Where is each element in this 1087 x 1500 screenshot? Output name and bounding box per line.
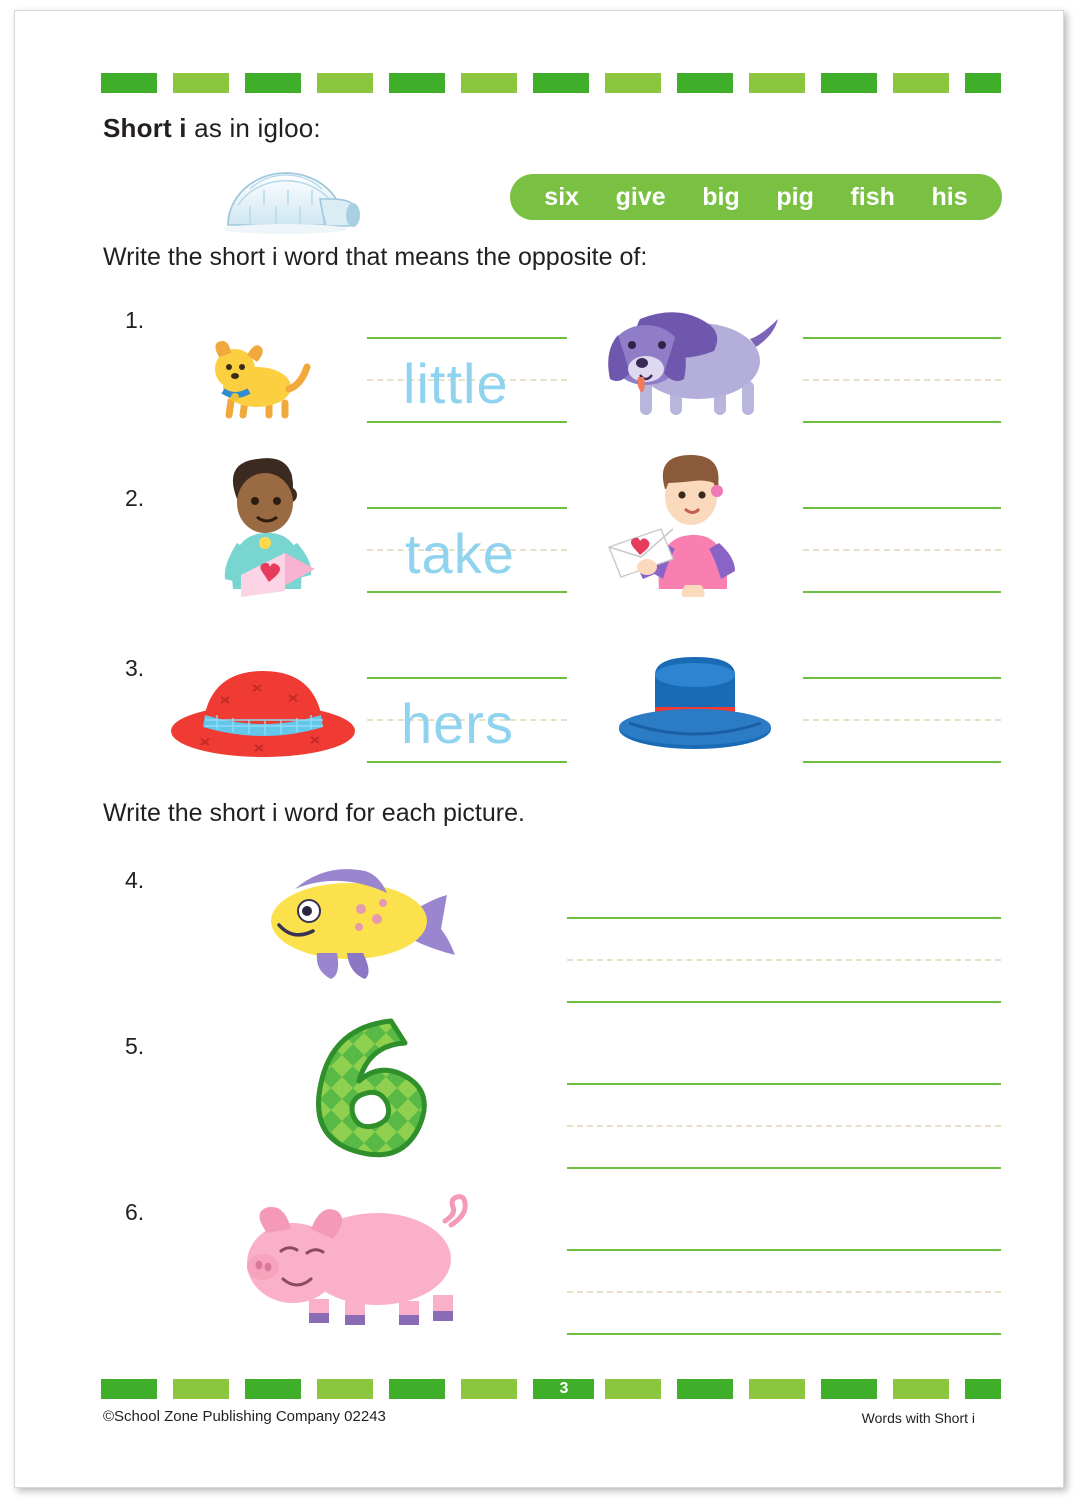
answer-lines-6[interactable] [567,1249,1001,1335]
stripe-gap [445,1379,461,1399]
stripe-segment [317,73,373,93]
stripe-gap [517,1379,533,1399]
red-sun-hat-icon [165,651,361,767]
stripe-segment [173,1379,229,1399]
stripe-segment [389,1379,445,1399]
trace-word-2: take [405,522,515,585]
number-six-icon [287,1011,457,1161]
stripe-gap [229,73,245,93]
word-bank [510,174,1002,220]
stripe-gap [877,1379,893,1399]
worksheet-sheet [14,10,1064,1488]
fish-icon [253,865,477,985]
stripe-segment [893,1379,949,1399]
girl-giving-letter-icon [585,443,765,599]
word-bank-item-pig: pig [776,182,814,211]
stripe-segment [461,1379,517,1399]
page-number: 3 [534,1379,594,1399]
stripe-gap [589,73,605,93]
stripe-segment [605,73,661,93]
stripe-segment [677,73,733,93]
instruction-pictures: Write the short i word for each picture. [103,799,525,827]
stripe-segment [893,73,949,93]
page-title-bold: Short i [103,113,187,143]
stripe-gap [805,73,821,93]
stripe-segment [821,73,877,93]
stripe-segment [461,73,517,93]
stripe-segment [749,73,805,93]
stripe-gap [805,1379,821,1399]
stripe-segment [173,73,229,93]
page-title [103,113,321,144]
word-bank-item-big: big [702,182,740,211]
page-title-rest: as in igloo: [186,113,321,143]
stripe-gap [229,1379,245,1399]
stripe-segment [965,73,1001,93]
stripe-segment [677,1379,733,1399]
stripe-gap [373,73,389,93]
copyright-notice: ©School Zone Publishing Company 02243 [103,1408,386,1425]
word-bank-item-give: give [615,182,666,211]
pig-icon [237,1191,487,1331]
item-number-4: 4. [125,867,145,893]
word-bank-item-his: his [931,182,968,211]
stripe-segment [749,1379,805,1399]
answer-lines-5[interactable] [567,1083,1001,1169]
stripe-gap [733,73,749,93]
small-dog-icon [199,329,329,429]
stripe-gap [661,73,677,93]
stripe-segment [317,1379,373,1399]
answer-lines-1[interactable] [803,337,1001,423]
stripe-segment [533,73,589,93]
item-number-5: 5. [125,1033,145,1059]
stripe-gap [733,1379,749,1399]
girl-receiving-card-icon [193,447,343,599]
item-number-1: 1. [125,307,145,333]
stripe-gap [301,1379,317,1399]
stripe-segment [965,1379,1001,1399]
stripe-gap [445,73,461,93]
stripe-segment [821,1379,877,1399]
stripe-gap [373,1379,389,1399]
stripe-segment [605,1379,661,1399]
stripe-segment [101,1379,157,1399]
igloo-icon [220,159,370,231]
stripe-gap [517,73,533,93]
stripe-gap [949,1379,965,1399]
stripe-gap [949,73,965,93]
stripe-segment [101,73,157,93]
stripe-gap [877,73,893,93]
word-bank-item-six: six [544,182,580,211]
answer-lines-4[interactable] [567,917,1001,1003]
stripe-gap [157,1379,173,1399]
trace-word-3: hers [401,692,514,755]
answer-lines-3[interactable] [803,677,1001,763]
stripe-segment [389,73,445,93]
item-number-2: 2. [125,485,145,511]
blue-top-hat-icon [615,651,775,761]
stripe-gap [157,73,173,93]
big-dog-icon [580,289,785,419]
item-number-6: 6. [125,1199,145,1225]
word-bank-item-fish: fish [850,182,895,211]
stripe-gap [661,1379,677,1399]
stripe-gap [301,73,317,93]
answer-lines-2[interactable] [803,507,1001,593]
instruction-opposites: Write the short i word that means the opposite of: [103,243,648,271]
stripe-segment [245,1379,301,1399]
stripe-segment [245,73,301,93]
top-stripe-decoration [101,73,1001,93]
trace-word-1: little [403,352,509,415]
item-number-3: 3. [125,655,145,681]
footer-subject: Words with Short i [861,1410,975,1426]
